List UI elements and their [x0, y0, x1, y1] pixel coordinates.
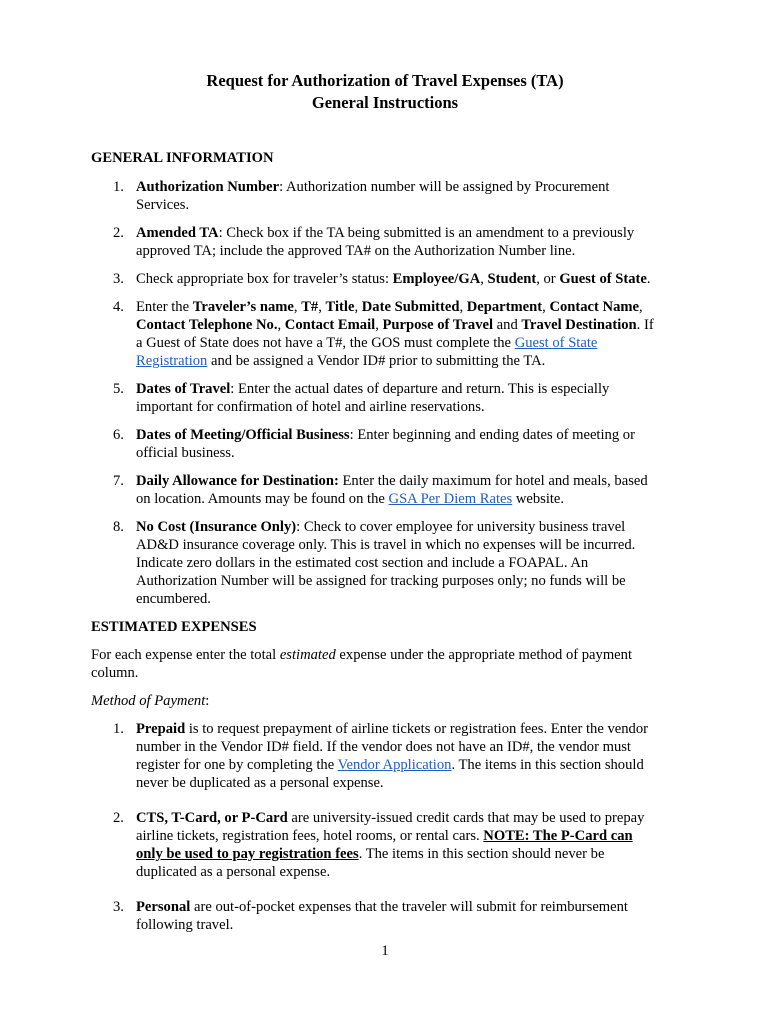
list-item-text	[136, 178, 696, 214]
text-run: ,	[542, 299, 550, 315]
term: Amended TA	[136, 225, 219, 241]
guest-of-state-link[interactable]: Guest of State	[514, 335, 598, 351]
list-item-number: 1.	[113, 721, 124, 737]
emphasis: Method of Payment	[91, 693, 206, 709]
term: Date Submitted	[361, 299, 460, 315]
list-item-text	[136, 298, 696, 370]
term: Department	[466, 299, 543, 315]
text-run: . The items in this section should	[451, 757, 644, 773]
term: Contact Name	[549, 299, 640, 315]
note-text: NOTE: The P-Card can	[483, 828, 633, 844]
list-item-number: 3.	[113, 271, 124, 287]
text-run: Enter the daily maximum for hotel and meals, based	[338, 473, 648, 489]
emphasis: estimated	[279, 647, 336, 663]
text-run: are out-of-pocket expenses that the traveler will submit for reimbursement	[190, 899, 628, 915]
text-run: :	[205, 693, 210, 709]
term: Contact Telephone No.	[136, 317, 278, 333]
term: Guest of State	[559, 271, 647, 287]
text-run: ,	[480, 271, 488, 287]
term: CTS, T-Card, or P-Card	[136, 810, 288, 826]
text-run: number in the Vendor ID# field. If the vendor does not have an ID#, the vendor must	[136, 739, 631, 755]
term: Contact Email	[284, 317, 376, 333]
text-run: : Authorization number will be assigned by Procurement	[279, 179, 610, 195]
text-run: , or	[536, 271, 560, 287]
text-run: Check appropriate box for traveler’s status:	[136, 271, 393, 287]
section-heading-general-information: GENERAL INFORMATION	[91, 150, 274, 166]
text-run: . If	[636, 317, 654, 333]
list-item-text	[136, 518, 696, 608]
text-run: ,	[459, 299, 467, 315]
text-run: Enter the	[136, 299, 193, 315]
document-title: Request for Authorization of Travel Expenses (TA)	[206, 71, 564, 90]
text-run: : Check to cover employee for university business travel	[296, 519, 626, 535]
text-run: Indicate zero dollars in the estimated cost section and include a FOAPAL. An	[136, 555, 589, 571]
list-item-number: 5.	[113, 381, 124, 397]
page-number: 1	[381, 943, 389, 959]
text-run: on location. Amounts may be found on the	[136, 491, 389, 507]
list-item-text	[136, 380, 696, 416]
text-run: are university-issued credit cards that may be used to prepay	[287, 810, 645, 826]
method-of-payment-label	[91, 692, 691, 710]
text-run: ,	[277, 317, 285, 333]
term: Travel Destination	[521, 317, 637, 333]
vendor-application-link[interactable]: Vendor Application	[337, 757, 452, 773]
term: Title	[325, 299, 355, 315]
term: Purpose of Travel	[382, 317, 494, 333]
text-run: : Enter beginning and ending dates of meeting or	[349, 427, 635, 443]
text-run: register for one by completing the	[136, 757, 338, 773]
list-item-text	[136, 720, 696, 792]
text-run: official business.	[136, 445, 235, 461]
section-heading-estimated-expenses: ESTIMATED EXPENSES	[91, 619, 257, 635]
term: Daily Allowance for Destination:	[136, 473, 339, 489]
text-run: a Guest of State does not have a T#, the GOS must complete the	[136, 335, 515, 351]
list-item-number: 7.	[113, 473, 124, 489]
text-run: : Check box if the TA being submitted is an amendment to a previously	[218, 225, 635, 241]
text-run: following travel.	[136, 917, 234, 933]
term: T#	[301, 299, 319, 315]
list-item-number: 2.	[113, 225, 124, 241]
text-run: ,	[354, 299, 362, 315]
document-subtitle: General Instructions	[311, 93, 459, 112]
term: Prepaid	[136, 721, 186, 737]
estimated-intro-paragraph	[91, 646, 691, 682]
list-item-number: 3.	[113, 899, 124, 915]
text-run: .	[646, 271, 651, 287]
list-item-number: 6.	[113, 427, 124, 443]
note-text: only be used to pay registration fees	[136, 846, 359, 862]
text-run: ,	[639, 299, 643, 315]
text-run: . The items in this section should never be	[358, 846, 605, 862]
registration-link[interactable]: Registration	[136, 353, 208, 369]
list-item-text	[136, 224, 696, 260]
list-item-text	[136, 809, 696, 881]
list-item-number: 2.	[113, 810, 124, 826]
list-item-text	[136, 270, 696, 288]
text-run: important for confirmation of hotel and airline reservations.	[136, 399, 485, 415]
term: Dates of Travel	[136, 381, 231, 397]
text-run: ,	[293, 299, 302, 315]
list-item-number: 8.	[113, 519, 124, 535]
text-run: and be assigned a Vendor ID# prior to submitting the TA.	[207, 353, 546, 369]
text-run: For each expense enter the total	[91, 647, 280, 663]
text-run: and	[493, 317, 522, 333]
text-run: duplicated as a personal expense.	[136, 864, 331, 880]
text-run: column.	[91, 665, 139, 681]
gsa-per-diem-rates-link[interactable]: GSA Per Diem Rates	[388, 491, 513, 507]
list-item-text	[136, 472, 696, 508]
term: Traveler’s name	[192, 299, 294, 315]
term: Dates of Meeting/Official Business	[136, 427, 350, 443]
text-run: expense under the appropriate method of payment	[335, 647, 632, 663]
text-run: encumbered.	[136, 591, 211, 607]
text-run: airline tickets, registration fees, hotel rooms, or rental cars.	[136, 828, 484, 844]
text-run: : Enter the actual dates of departure and return. This is especially	[230, 381, 610, 397]
term: Student	[487, 271, 537, 287]
text-run: Authorization Number will be assigned for tracking purposes only; no funds will be	[136, 573, 626, 589]
text-run: AD&D insurance coverage only. This is travel in which no expenses will be incurred.	[136, 537, 636, 553]
text-run: never be duplicated as a personal expense.	[136, 775, 384, 791]
text-run: ,	[375, 317, 383, 333]
text-run: website.	[512, 491, 565, 507]
text-run: is to request prepayment of airline tickets or registration fees. Enter the vendor	[185, 721, 648, 737]
text-run: ,	[318, 299, 326, 315]
term: Authorization Number	[136, 179, 280, 195]
list-item-text	[136, 426, 696, 462]
text-run: Services.	[136, 197, 190, 213]
term: Employee/GA	[392, 271, 481, 287]
term: No Cost (Insurance Only)	[136, 519, 297, 535]
list-item-text	[136, 898, 696, 934]
text-run: approved TA; include the approved TA# on the Authorization Number line.	[136, 243, 576, 259]
term: Personal	[136, 899, 191, 915]
list-item-number: 4.	[113, 299, 124, 315]
list-item-number: 1.	[113, 179, 124, 195]
